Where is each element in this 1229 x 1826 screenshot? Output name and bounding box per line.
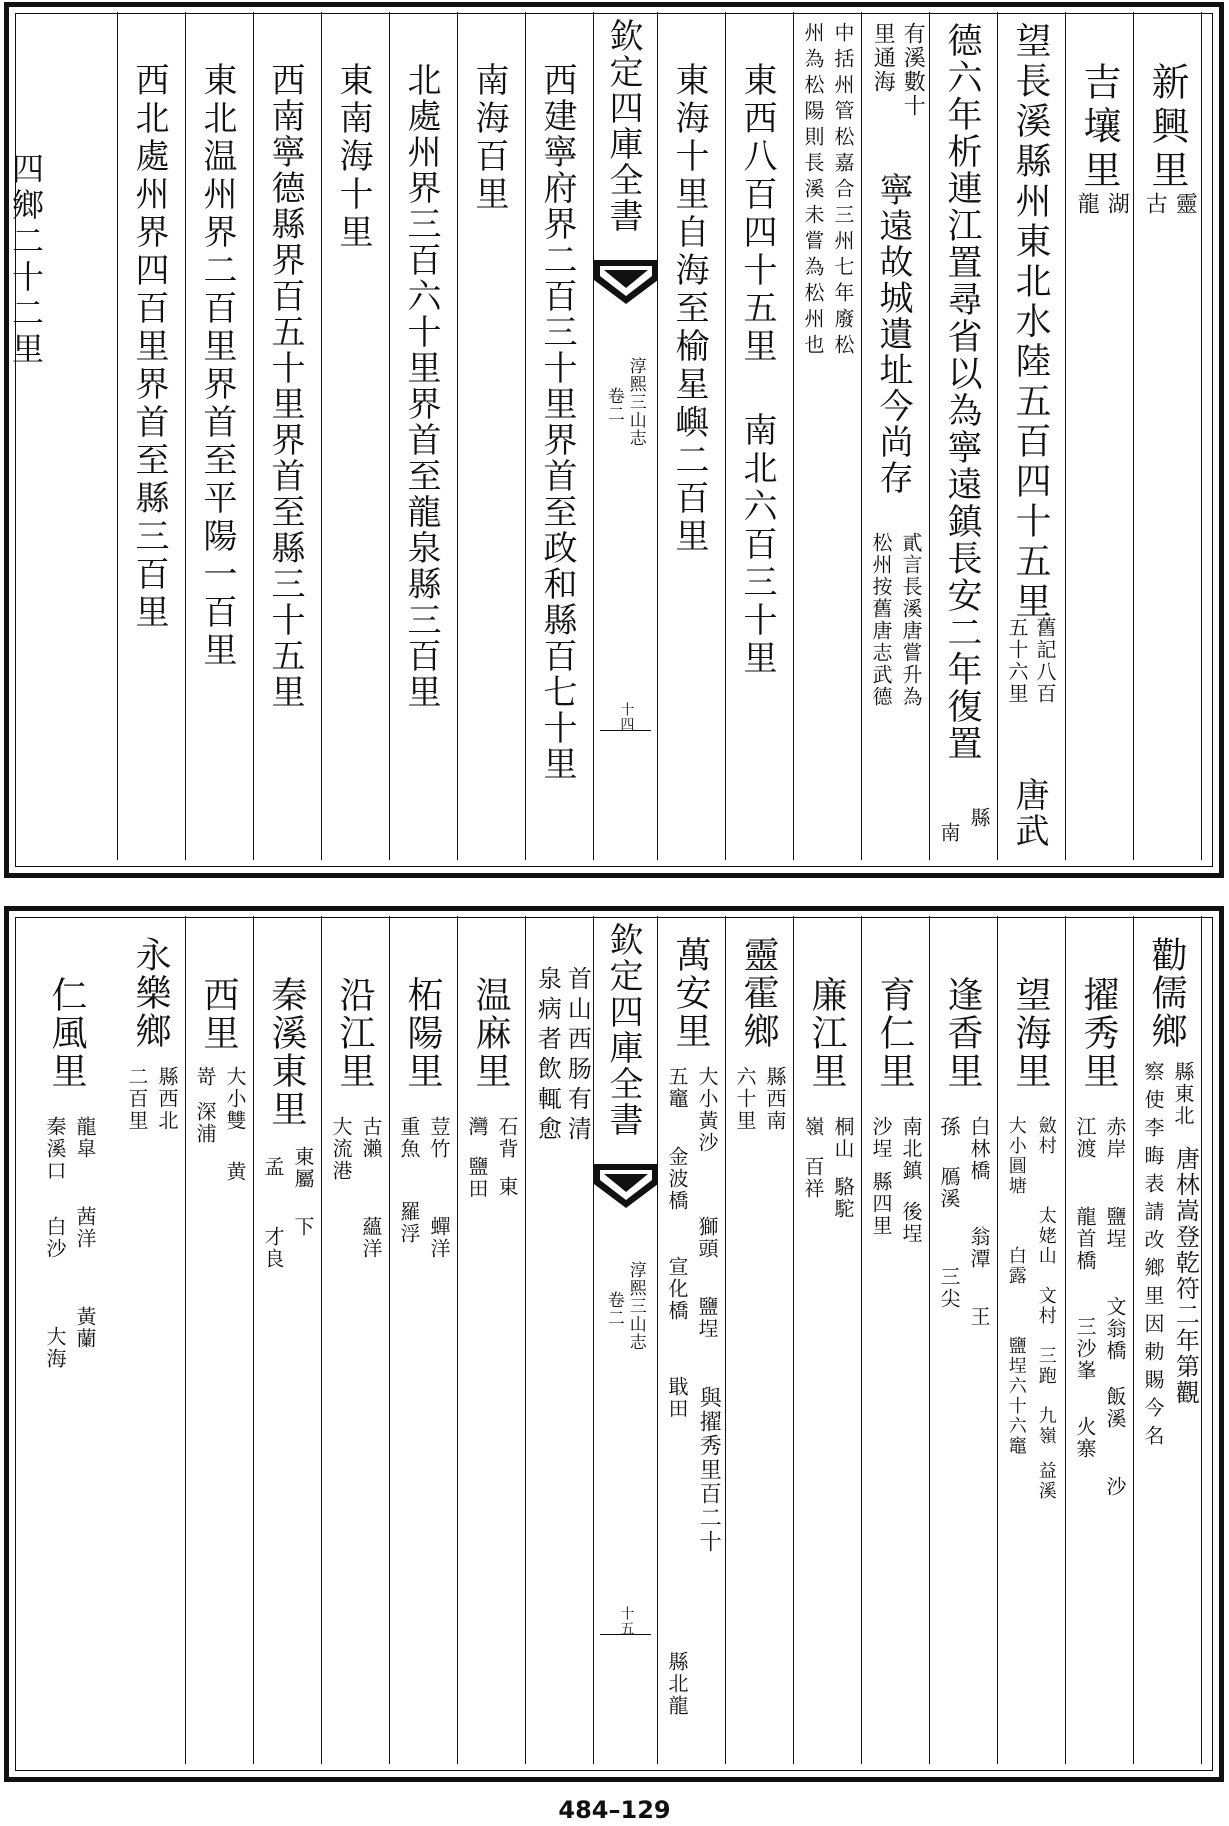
top-col-12-main: 北處州界三百六十里界首至龍泉縣三百里 [401, 62, 441, 710]
bottom-col-1 [1134, 916, 1202, 1764]
top-col-3-note: 舊記八百 [1033, 617, 1057, 705]
bottom-col-14-note: 東屬 [291, 1146, 315, 1190]
bottom-col-17-note3: 茜洋 [73, 1206, 97, 1250]
bottom-col-2-note: 赤岸 [1103, 1116, 1127, 1160]
bottom-col-13 [322, 916, 390, 1764]
bottom-col-2-note6: 三沙峯 [1073, 1316, 1097, 1382]
bottom-col-2-note4: 龍首橋 [1073, 1206, 1097, 1272]
bottom-col-17-note4: 白沙 [43, 1216, 67, 1260]
bottom-col-2-note8: 火寨 [1073, 1416, 1097, 1460]
bottom-col-3-main: 望海里 [1010, 976, 1051, 1090]
top-col-13 [322, 12, 390, 860]
top-col-4-main: 德六年析連江置尋省以為寧遠鎮長安二年復置 [942, 22, 982, 762]
bottom-center-title: 欽定四庫全書 [603, 922, 643, 1138]
bottom-col-10-note2: 泉病者飲輒愈 [533, 966, 562, 1146]
top-col-1-note2: 靈 [1172, 192, 1198, 216]
bottom-col-16-note: 縣西北 [155, 1066, 179, 1132]
top-col-14 [254, 12, 322, 860]
bottom-col-5-note: 南北鎮 [899, 1116, 923, 1182]
bottom-col-1-main2: 唐林嵩登乾符二年第觀 [1171, 1146, 1200, 1406]
bottom-col-15-note2: 嵜 [193, 1066, 217, 1088]
top-center-meta: 淳熙三山志 [625, 357, 646, 447]
top-col-6 [794, 12, 862, 860]
bottom-col-4-note6: 王 [967, 1306, 991, 1328]
top-col-5-main2: 寧遠故城遺址今尚存 [873, 172, 913, 496]
top-page [0, 0, 1229, 880]
top-col-3-main2: 唐武 [1009, 777, 1049, 849]
bottom-col-7-note2: 六十里 [733, 1066, 757, 1132]
bottom-col-11-note4: 東 [495, 1176, 519, 1198]
bottom-col-3-note2: 大小圓塘 [1005, 1116, 1027, 1196]
bottom-col-11-note: 石背 [495, 1116, 519, 1160]
top-center-title: 欽定四庫全書 [603, 18, 643, 234]
bottom-col-11-main: 温麻里 [470, 976, 511, 1090]
bottom-col-3-note9: 益溪 [1035, 1461, 1057, 1501]
top-col-3 [998, 12, 1066, 860]
top-col-5-note: 貳言長溪唐嘗升為 [899, 532, 923, 708]
bottom-fishtail-icon [594, 1164, 658, 1212]
bottom-col-15-main: 西里 [198, 976, 239, 1052]
bottom-col-8-note3: 獅頭 [695, 1216, 719, 1260]
bottom-col-6 [794, 916, 862, 1764]
top-col-2-note: 龍 [1074, 192, 1100, 216]
bottom-col-1-note: 縣東北 [1171, 1061, 1195, 1127]
bottom-col-2-note3: 鹽埕 [1103, 1206, 1127, 1250]
bottom-col-7-note: 縣西南 [763, 1066, 787, 1132]
bottom-col-15 [186, 916, 254, 1764]
bottom-col-1-main: 勸儒鄉 [1146, 936, 1187, 1050]
bottom-col-3-note4: 白露 [1005, 1246, 1027, 1286]
bottom-col-8-main: 萬安里 [670, 936, 711, 1050]
top-fishtail-icon [594, 260, 658, 308]
bottom-col-10-note: 首山西肠有清 [563, 966, 592, 1146]
bottom-center-folio: 十五 [618, 1606, 635, 1636]
top-center-folio-rule [600, 730, 651, 731]
top-col-4-note2: 南 [937, 822, 961, 844]
bottom-col-1-note2: 察使李晦表請改鄉里因勅賜今名 [1141, 1061, 1165, 1453]
top-col-7 [726, 12, 794, 860]
top-col-4-note: 縣 [967, 807, 991, 829]
top-col-5-main: 有溪數十 [900, 22, 926, 118]
bottom-col-5-main: 育仁里 [874, 976, 915, 1090]
top-col-1 [1134, 12, 1202, 860]
bottom-col-15-note3: 黄 [223, 1161, 247, 1183]
top-col-10 [526, 12, 594, 860]
bottom-col-2-main: 擢秀里 [1078, 976, 1119, 1090]
bottom-col-12-note2: 重魚 [397, 1116, 421, 1160]
top-col-5-note3: 里通海 [870, 22, 896, 94]
top-col-3-main: 望長溪縣州東北水陸五百四十五里 [1010, 22, 1051, 622]
bottom-col-3-note6: 三跑 [1035, 1346, 1057, 1386]
bottom-col-3-note3: 太姥山 [1035, 1206, 1057, 1266]
bottom-col-13-note: 古瀨 [359, 1116, 383, 1160]
bottom-col-6-main: 廉江里 [806, 976, 847, 1090]
bottom-col-11-note2: 灣 [465, 1116, 489, 1138]
bottom-col-17-note2: 秦溪口 [43, 1116, 67, 1182]
top-col-18-main: 四鄉二十二里 [7, 152, 45, 368]
bottom-col-13-main: 沿江里 [334, 976, 375, 1090]
bottom-col-14 [254, 916, 322, 1764]
bottom-col-17-note6: 大海 [43, 1326, 67, 1370]
bottom-col-3-note7: 鹽埕六十六竈 [1005, 1336, 1027, 1456]
bottom-col-12-main: 柘陽里 [402, 976, 443, 1090]
bottom-center-meta: 淳熙三山志 [625, 1261, 646, 1351]
top-col-7-main2: 南北六百三十里 [737, 412, 777, 678]
bottom-col-8-note: 大小黃沙 [695, 1066, 719, 1154]
bottom-col-8-note5: 鹽埕 [695, 1296, 719, 1340]
top-center-col [594, 12, 658, 860]
bottom-col-17 [14, 916, 118, 1764]
top-col-18 [7, 12, 50, 860]
bottom-col-4-note: 白林橋 [967, 1116, 991, 1182]
bottom-col-17-note5: 黃蘭 [73, 1306, 97, 1350]
top-col-13-main: 東南海十里 [333, 62, 373, 252]
bottom-center-col [594, 916, 658, 1764]
bottom-page [0, 904, 1229, 1784]
bottom-col-16 [118, 916, 186, 1764]
top-col-6-note: 中括州管松嘉合三州七年廢松 [831, 22, 855, 360]
top-col-12 [390, 12, 458, 860]
bottom-col-10 [526, 916, 594, 1764]
top-col-5 [862, 12, 930, 860]
bottom-col-11-note3: 鹽田 [465, 1156, 489, 1200]
bottom-col-2-note7: 飯溪 [1103, 1386, 1127, 1430]
bottom-col-7 [726, 916, 794, 1764]
top-col-5-note2: 松州按舊唐志武德 [869, 532, 893, 708]
bottom-col-11 [458, 916, 526, 1764]
bottom-col-3-note: 斂村 [1035, 1116, 1057, 1156]
bottom-col-12-note3: 蟬洋 [427, 1216, 451, 1260]
bottom-col-17-note: 龍皐 [73, 1116, 97, 1160]
bottom-col-6-note2: 嶺 [801, 1116, 825, 1138]
top-col-7-main: 東西八百四十五里 [737, 62, 777, 366]
bottom-col-8-note8: 縣北龍 [665, 1651, 689, 1717]
bottom-col-2-note2: 江渡 [1073, 1116, 1097, 1160]
bottom-col-16-main: 永樂鄉 [130, 936, 171, 1050]
top-col-8 [658, 12, 726, 860]
top-col-8-main: 東海十里自海至榆星嶼二百里 [669, 62, 709, 556]
bottom-col-14-main: 秦溪東里 [266, 976, 307, 1128]
top-col-11 [458, 12, 526, 860]
bottom-col-14-note2: 孟 [261, 1156, 285, 1178]
top-center-folio: 十四 [618, 702, 635, 732]
top-col-17 [50, 12, 118, 860]
bottom-col-4-note4: 鴈溪 [937, 1166, 961, 1210]
bottom-col-8-note2: 五竈 [665, 1066, 689, 1110]
bottom-col-6-note3: 駱駝 [831, 1176, 855, 1220]
top-col-10-main: 西建寧府界二百三十里界首至政和縣百七十里 [537, 62, 577, 782]
bottom-col-5-note2: 沙埕 [869, 1116, 893, 1160]
bottom-col-7-main: 靈霍鄉 [738, 936, 779, 1050]
top-col-2-main: 吉壤里 [1077, 62, 1121, 194]
bottom-col-8-note7: 戢田 [665, 1376, 689, 1420]
top-center-meta2: 卷二 [603, 387, 624, 423]
top-col-2-note2: 湖 [1104, 192, 1130, 216]
bottom-col-12-note4: 羅浮 [397, 1201, 421, 1245]
bottom-col-8-note6: 宣化橋 [665, 1256, 689, 1322]
top-col-1-main: 新興里 [1145, 62, 1189, 194]
bottom-col-12 [390, 916, 458, 1764]
bottom-col-8-main2: 與擢秀里百二十 [696, 1386, 722, 1554]
bottom-col-4-main: 逢香里 [942, 976, 983, 1090]
bottom-col-2-note9: 沙 [1103, 1476, 1127, 1498]
top-col-16-main: 西北處州界四百里界首至縣三百里 [129, 62, 169, 632]
bottom-col-17-main: 仁風里 [46, 976, 87, 1090]
top-col-15-main: 東北温州界二百里界首至平陽一百里 [197, 62, 237, 670]
bottom-col-4-note5: 三尖 [937, 1266, 961, 1310]
page-number: 484–129 [558, 1796, 671, 1824]
top-col-3-note2: 五十六里 [1005, 617, 1029, 705]
bottom-col-12-note: 荳竹 [427, 1116, 451, 1160]
top-col-4 [930, 12, 998, 860]
bottom-col-2-note5: 文翁橋 [1103, 1296, 1127, 1362]
top-col-6-note2: 州為松陽則長溪未嘗為松州也 [801, 22, 825, 360]
bottom-col-4 [930, 916, 998, 1764]
bottom-col-5 [862, 916, 930, 1764]
top-col-16 [118, 12, 186, 860]
bottom-center-folio-rule [600, 1634, 651, 1635]
bottom-col-15-note: 大小雙 [223, 1066, 247, 1132]
bottom-col-8 [658, 916, 726, 1764]
bottom-col-4-note3: 翁潭 [967, 1226, 991, 1270]
top-col-15 [186, 12, 254, 860]
top-col-2 [1066, 12, 1134, 860]
bottom-columns [14, 916, 1202, 1764]
bottom-col-13-note2: 大流港 [329, 1116, 353, 1182]
bottom-col-15-note4: 深浦 [193, 1101, 217, 1145]
top-col-14-main: 西南寧德縣界百五十里界首至縣三十五里 [265, 62, 305, 710]
bottom-col-6-note4: 百祥 [801, 1156, 825, 1200]
top-columns [7, 12, 1202, 860]
bottom-col-13-note3: 蘊洋 [359, 1216, 383, 1260]
bottom-col-14-note3: 下 [291, 1216, 315, 1238]
bottom-col-16-note2: 二百里 [125, 1066, 149, 1132]
bottom-col-8-note4: 金波橋 [665, 1146, 689, 1212]
bottom-col-3-note5: 文村 [1035, 1286, 1057, 1326]
bottom-col-3 [998, 916, 1066, 1764]
bottom-center-meta2: 卷二 [603, 1291, 624, 1327]
bottom-col-14-note4: 才良 [261, 1226, 285, 1270]
bottom-col-5-note4: 縣四里 [869, 1171, 893, 1237]
bottom-col-4-note2: 孫 [937, 1116, 961, 1138]
bottom-col-5-note3: 後埕 [899, 1201, 923, 1245]
top-col-11-main: 南海百里 [469, 62, 509, 214]
bottom-col-6-note: 桐山 [831, 1116, 855, 1160]
top-col-1-note: 古 [1142, 192, 1168, 216]
bottom-col-3-note8: 九嶺 [1035, 1406, 1057, 1446]
bottom-col-2 [1066, 916, 1134, 1764]
